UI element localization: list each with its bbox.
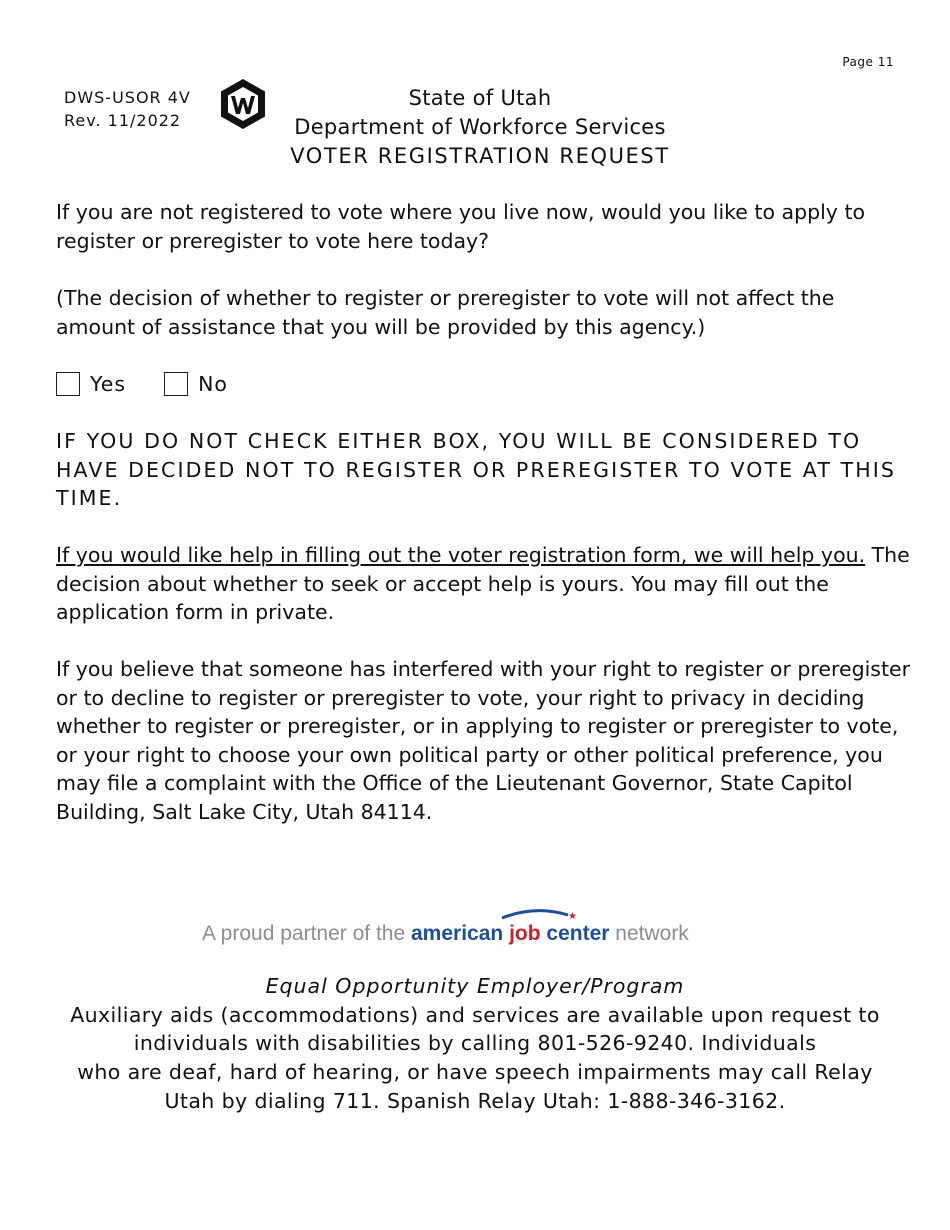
yes-choice[interactable] (56, 370, 126, 398)
department-name: Department of Workforce Services (294, 115, 666, 139)
brand-job: job (509, 922, 541, 945)
footer-line-3: who are deaf, hard of hearing, or have speech impairments may call Relay (77, 1060, 873, 1085)
help-paragraph (56, 541, 916, 627)
help-offer-underlined: If you would like help in filling out the voter registration form, we will help you. (56, 543, 866, 567)
footer-line-1: Auxiliary aids (accommodations) and services are available upon request to (70, 1002, 880, 1027)
complaint-rights-paragraph: If you believe that someone has interfered with your right to register or preregister or to decline to register or preregister to vote, your right to privacy in deciding whether to register or preregister, or in applying to register or preregister to vote, or your right to choose your own political party or other political preference, you may file a complaint with the Office of the Lieutenant Governor, State Capitol Building, Salt Lake City, Utah 84114. (56, 657, 911, 824)
document-header (240, 84, 720, 171)
partner-suffix: network (615, 922, 689, 945)
help-offer-rest: The decision about whether to seek or accept help is yours. You may fill out the application form in private. (56, 543, 910, 624)
brand-center: center (546, 922, 610, 945)
form-identifier (64, 86, 191, 132)
no-checkbox[interactable] (164, 372, 188, 396)
no-selection-warning: IF YOU DO NOT CHECK EITHER BOX, YOU WILL BE CONSIDERED TO HAVE DECIDED NOT TO REGISTER OR PREREGISTER TO VOTE AT THIS TIME. (56, 429, 896, 510)
footer-line-4: Utah by dialing 711. Spanish Relay Utah: 1-888-346-3162. (164, 1088, 786, 1113)
assistance-note: (The decision of whether to register or preregister to vote will not affect the amount of assistance that you will be provided by this agency.) (56, 286, 835, 339)
footer-line-2: individuals with disabilities by calling 801-526-9240. Individuals (133, 1031, 817, 1056)
registration-question: If you are not registered to vote where you live now, would you like to apply to register or preregister to vote here today? (56, 200, 866, 253)
brand-american: american (410, 922, 504, 945)
form-code: DWS-USOR 4V (64, 88, 191, 107)
yes-label: Yes (90, 372, 127, 396)
page-number: Page 11 (842, 55, 894, 69)
partner-prefix: A proud partner of the (202, 922, 411, 945)
equal-opportunity-statement: Equal Opportunity Employer/Program (265, 974, 685, 998)
no-choice[interactable] (164, 370, 228, 398)
accessibility-footer (40, 972, 910, 1116)
form-title: VOTER REGISTRATION REQUEST (290, 144, 670, 168)
svg-text:A proud partner of the (202, 922, 689, 945)
state-name: State of Utah (408, 86, 552, 110)
registration-choices (56, 370, 266, 398)
american-job-center-banner (200, 906, 760, 946)
swoosh-graphic (502, 911, 568, 918)
no-label: No (198, 372, 228, 396)
form-revision: Rev. 11/2022 (64, 111, 182, 130)
yes-checkbox[interactable] (56, 372, 80, 396)
star-icon: ★ (568, 911, 577, 922)
